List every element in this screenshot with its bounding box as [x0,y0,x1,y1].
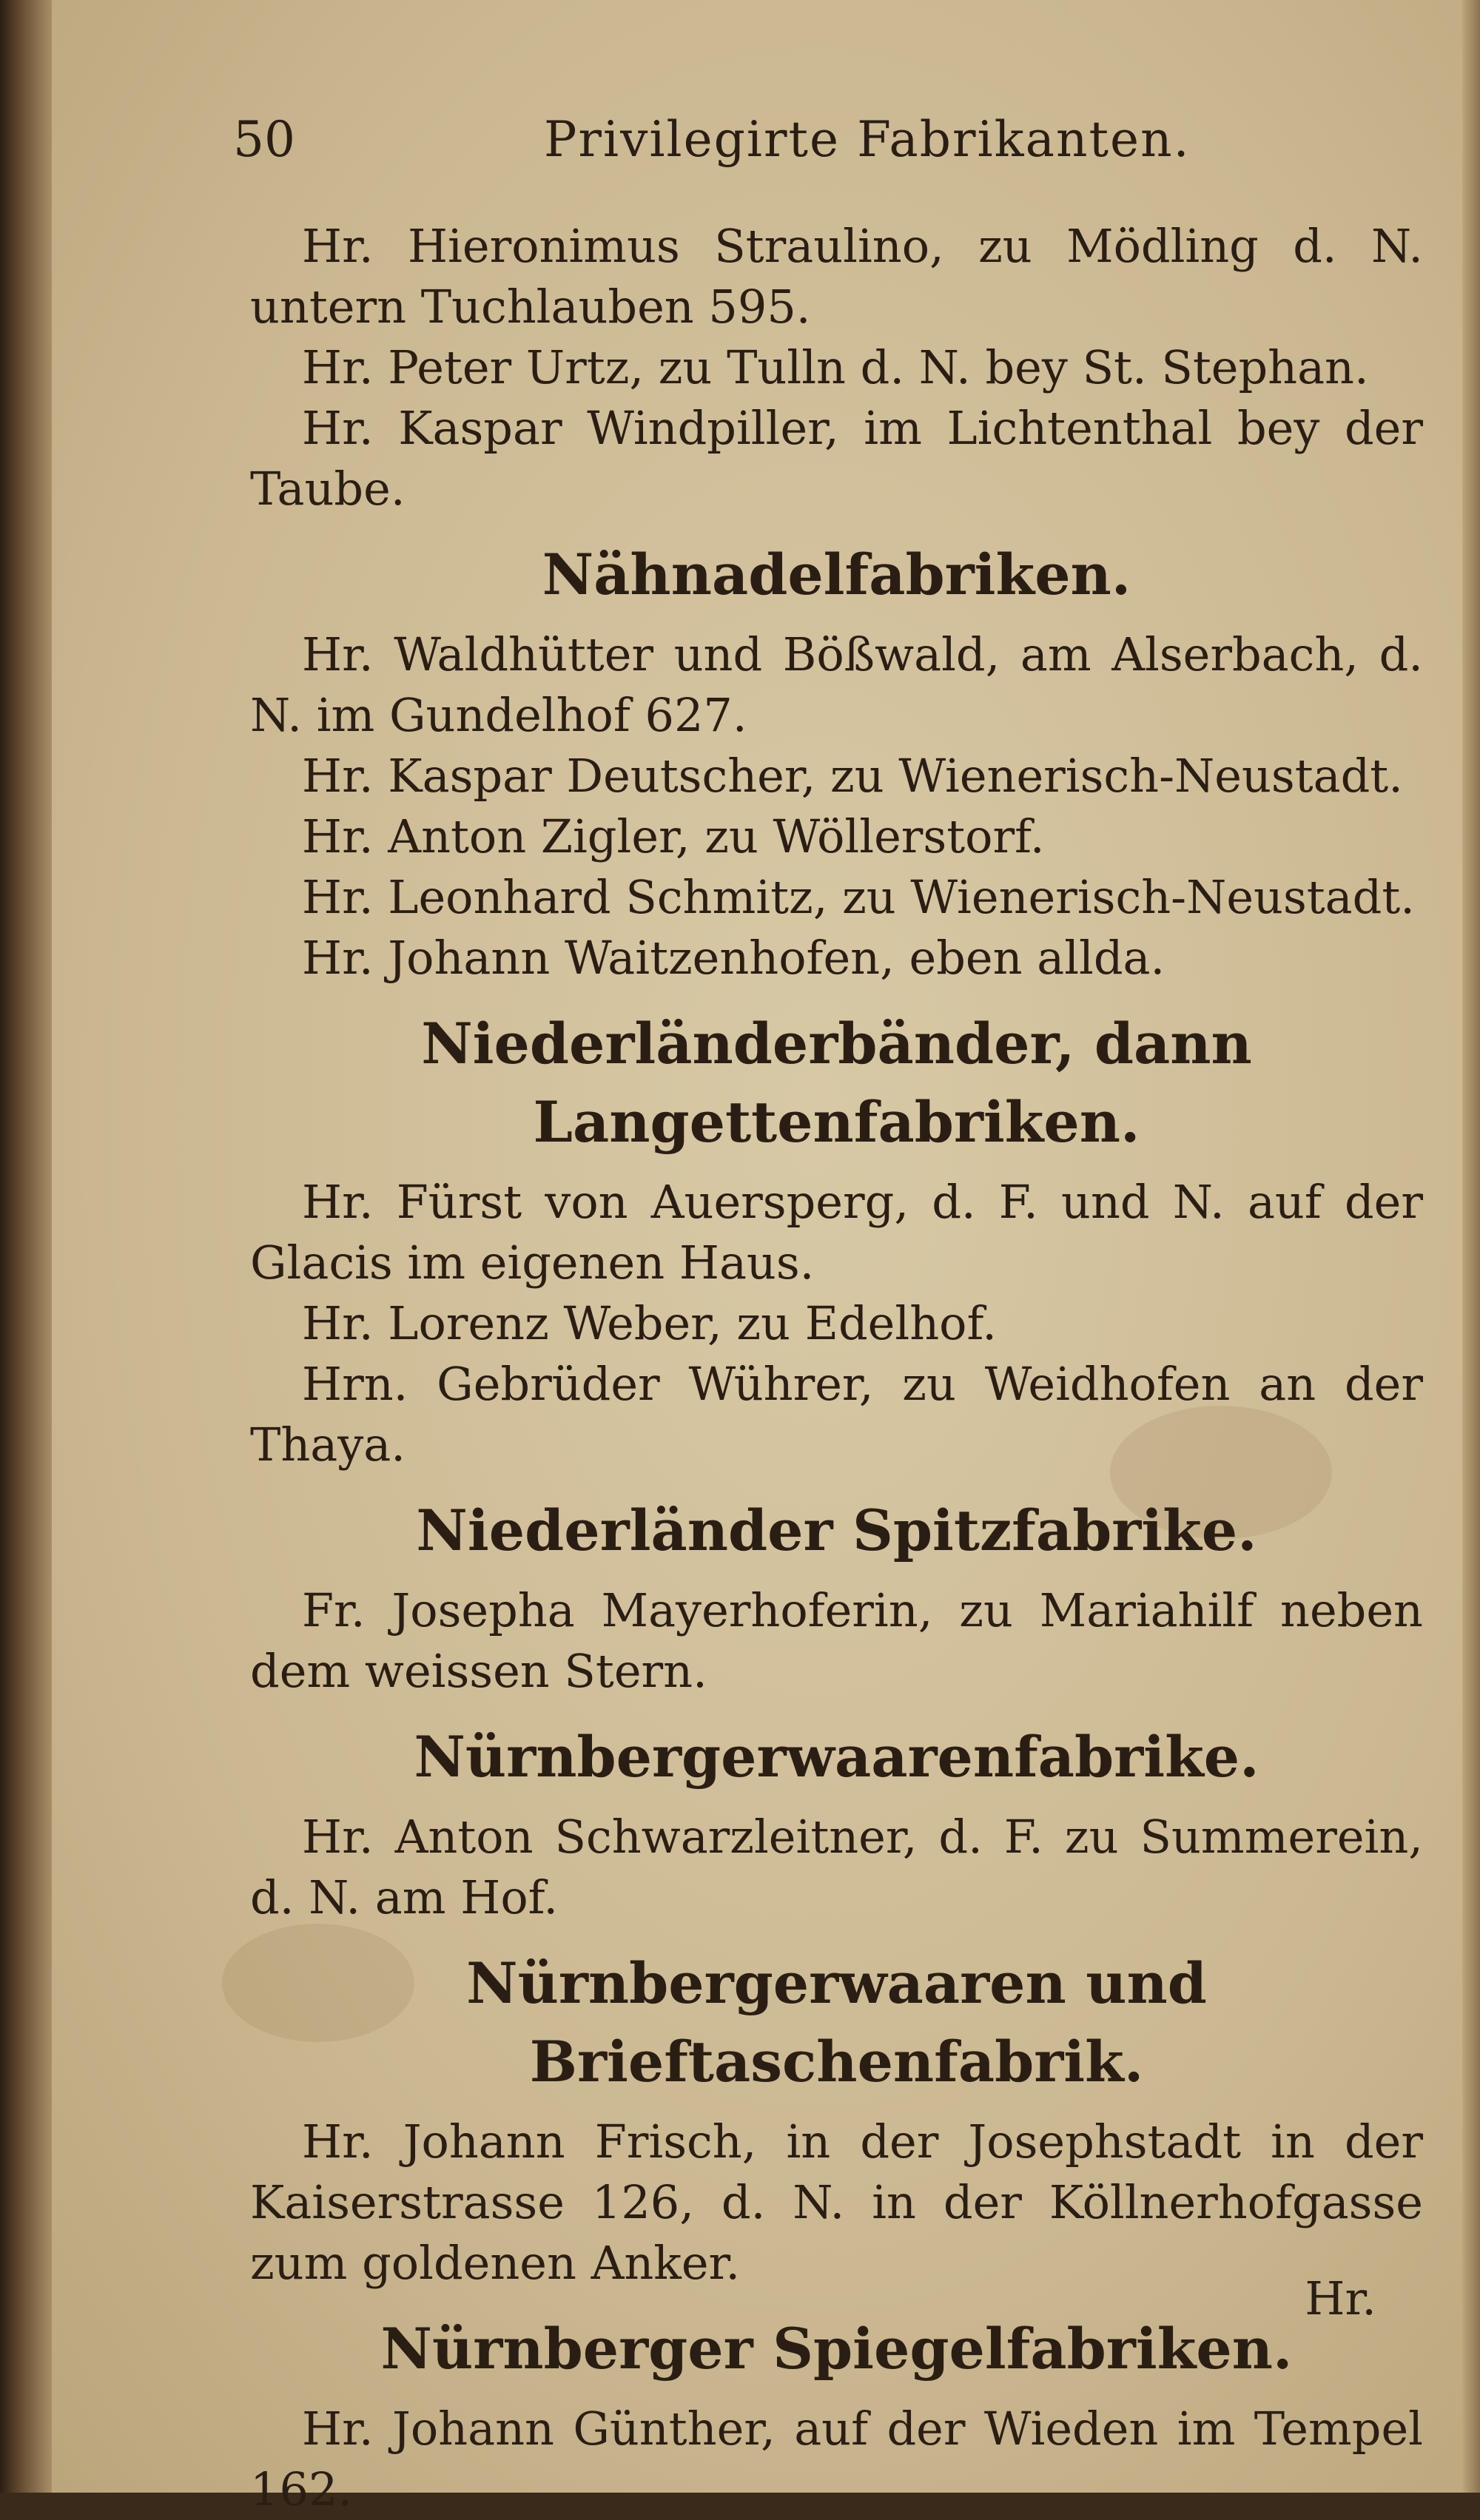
running-title: Privilegirte Fabrikanten. [544,111,1191,168]
list-entry: Hr. Lorenz Weber, zu Edelhof. [302,1296,997,1350]
section-heading: Nürnbergerwaarenfabrike. [414,1724,1259,1790]
section-heading: Niederländer Spitzfabrike. [416,1497,1257,1563]
list-entry: Hr. Johann Waitzenhofen, eben allda. [302,931,1166,985]
list-entry: Hr. Johann Frisch, in der Josephstadt in der Kaiserstrasse 126, d. N. in der Köllnerhofgasse zum goldenen Anker. [250,2115,1423,2290]
section [250,1944,1423,2294]
section [250,1492,1423,1702]
book-gutter [0,0,52,2493]
list-entry: Hr. Johann Günther, auf der Wieden im Tempel 162. [250,2402,1423,2516]
list-entry: Hr. Anton Schwarzleitner, d. F. zu Summerein, d. N. am Hof. [250,1810,1423,1924]
page-edge [1462,0,1480,2493]
list-entry: Hr. Peter Urtz, zu Tulln d. N. bey St. Stephan. [302,340,1369,394]
page-number: 50 [233,111,295,168]
section-heading: Nürnberger Spiegelfabriken. [380,2316,1293,2382]
section-heading: Niederländerbänder, dann Langettenfabriken. [421,1011,1252,1155]
section [250,1005,1423,1475]
list-entry: Hr. Hieronimus Straulino, zu Mödling d. N. untern Tuchlauben 595. [250,219,1423,334]
page-header [233,111,1417,170]
section-heading: Nähnadelfabriken. [542,542,1131,607]
section-heading: Nürnbergerwaaren und Brieftaschenfabrik. [466,1950,1207,2095]
section [250,1718,1423,1928]
section [250,216,1423,519]
list-entry: Hrn. Gebrüder Wührer, zu Weidhofen an der Thaya. [250,1357,1423,1472]
list-entry: Hr. Kaspar Deutscher, zu Wienerisch-Neustadt. [302,749,1403,803]
page-content [250,216,1423,2520]
section [250,536,1423,988]
list-entry: Fr. Josepha Mayerhoferin, zu Mariahilf neben dem weissen Stern. [250,1583,1423,1698]
list-entry: Hr. Leonhard Schmitz, zu Wienerisch-Neustadt. [302,870,1415,924]
list-entry: Hr. Kaspar Windpiller, im Lichtenthal bey der Taube. [250,401,1423,516]
catchword: Hr. [1305,2271,1376,2325]
list-entry: Hr. Anton Zigler, zu Wöllerstorf. [302,809,1045,863]
list-entry: Hr. Fürst von Auersperg, d. F. und N. auf der Glacis im eigenen Haus. [250,1175,1423,1290]
list-entry: Hr. Waldhütter und Bößwald, am Alserbach, d. N. im Gundelhof 627. [250,627,1423,742]
section [250,2310,1423,2520]
